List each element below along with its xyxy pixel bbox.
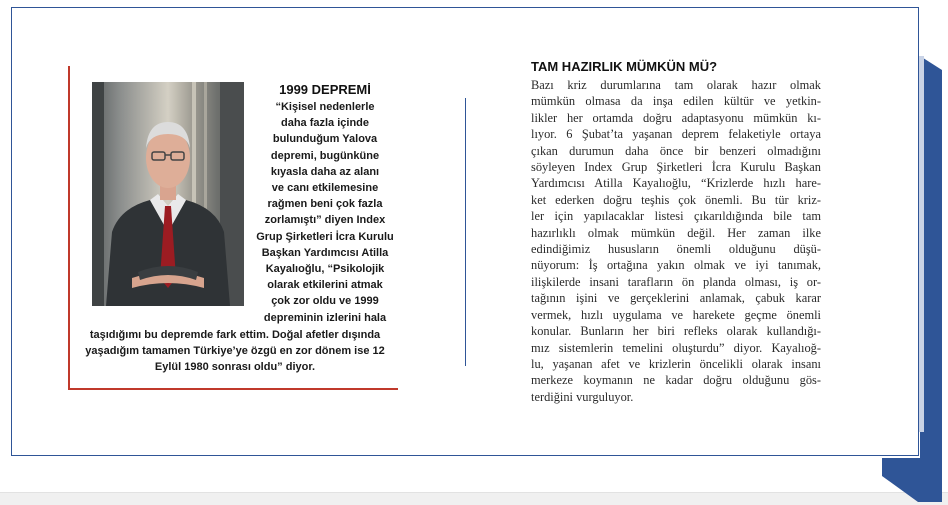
- article-line: Bazı kriz durumlarına tam olarak hazır olmak: [531, 78, 821, 92]
- portrait-illustration: [92, 82, 244, 306]
- sidebar-line: depreminin izlerini hala: [263, 311, 387, 324]
- article-line: ilişkilerde insani tarafların ön planda olması, iş or-: [531, 274, 821, 289]
- article-line: merkeze koymanın ne kadar doğru olduğunu gös-: [531, 373, 821, 388]
- window-bottom-strip: [0, 492, 948, 505]
- column-divider: [465, 98, 466, 366]
- article-line: lıyor. 6 Şubat’ta yaşanan deprem felaketiyle ortaya: [531, 127, 821, 142]
- article-line: edindiğimiz hususların önemli olduğunu düşü-: [531, 242, 821, 257]
- article-line: söyleyen Index Grup Şirketleri İcra Kurulu Başkan: [531, 160, 821, 175]
- article-line: vermek, hızlı uygulama ve harekete geçme önemli: [531, 307, 821, 322]
- sidebar-line: daha fazla içinde: [280, 117, 370, 130]
- sidebar-quote-narrow: [246, 99, 404, 326]
- sidebar-quote-wide: [80, 327, 390, 376]
- sidebar-line: yaşadığım tamamen Türkiye’ye özgü en zor dönem ise 12: [85, 345, 385, 358]
- article-line: terdiğini vurguluyor.: [531, 389, 634, 404]
- article-line: çıkan durumun daha önce bir benzeri olmadığını: [531, 143, 821, 158]
- sidebar-line: “Kişisel nedenlerle: [275, 101, 375, 113]
- article-line: mümkün olmasa da inşa edilen kültür ve yetkin-: [531, 94, 821, 109]
- sidebar-line: kıyasla daha az alanı: [270, 165, 380, 178]
- article-line: tağının işini ve gerçeklerini anlamak, çabuk karar: [531, 291, 821, 306]
- sidebar-line: bulunduğum Yalova: [272, 133, 378, 146]
- article-line: nüyorum: İş ortağına yakın olmak ve iyi tanımak,: [531, 258, 821, 273]
- article-line: mız sistemlerin temelini oluşturdu” diyor. Kayalıoğ-: [531, 340, 821, 355]
- sidebar-line: depremi, bugünküne: [270, 149, 380, 162]
- article-line: lu, yaşanan afet ve krizlerin öncelikli olarak insanı: [531, 356, 821, 371]
- article-line: Yardımcısı Atilla Kayalıoğlu, “Krizlerde hızlı hare-: [531, 176, 821, 191]
- sidebar-line: Kayalıoğlu, “Psikolojik: [265, 263, 385, 276]
- sidebar-title: 1999 DEPREMİ: [279, 82, 371, 97]
- article-body: [531, 77, 821, 405]
- sidebar-line: Başkan Yardımcısı Atilla: [261, 246, 389, 259]
- sidebar-line: Eylül 1980 sonrası oldu” diyor.: [154, 361, 316, 374]
- article-line: likler her ortamda doğru adaptasyonu mümkün kı-: [531, 110, 821, 125]
- sidebar-line: olarak etkilerini atmak: [267, 279, 383, 292]
- article-line: ler için yapılacaklar listesi çıkarıldığında bile tam: [531, 209, 821, 224]
- sidebar-line: rağmen beni çok fazla: [267, 198, 383, 211]
- article-heading: TAM HAZIRLIK MÜMKÜN MÜ?: [531, 59, 718, 74]
- article-line: konular. Bunların her biri refleks olarak kullandığı-: [531, 324, 821, 339]
- sidebar-line: çok zor oldu ve 1999: [271, 295, 379, 308]
- sidebar-line: taşıdığımı bu depremde fark ettim. Doğal afetler dışında: [89, 329, 381, 341]
- article-line: ket ederken doğru teşhis çok önemli. Bu tür kriz-: [531, 192, 821, 207]
- sidebar-line: Grup Şirketleri İcra Kurulu: [256, 230, 394, 243]
- portrait-photo: [92, 82, 244, 306]
- sidebar-line: zorlamıştı” diyen Index: [264, 214, 386, 227]
- sidebar-line: ve canı etkilemesine: [271, 182, 379, 195]
- article-line: hazırlıklı olmak mümkün değil. Her zaman ilke: [531, 225, 821, 240]
